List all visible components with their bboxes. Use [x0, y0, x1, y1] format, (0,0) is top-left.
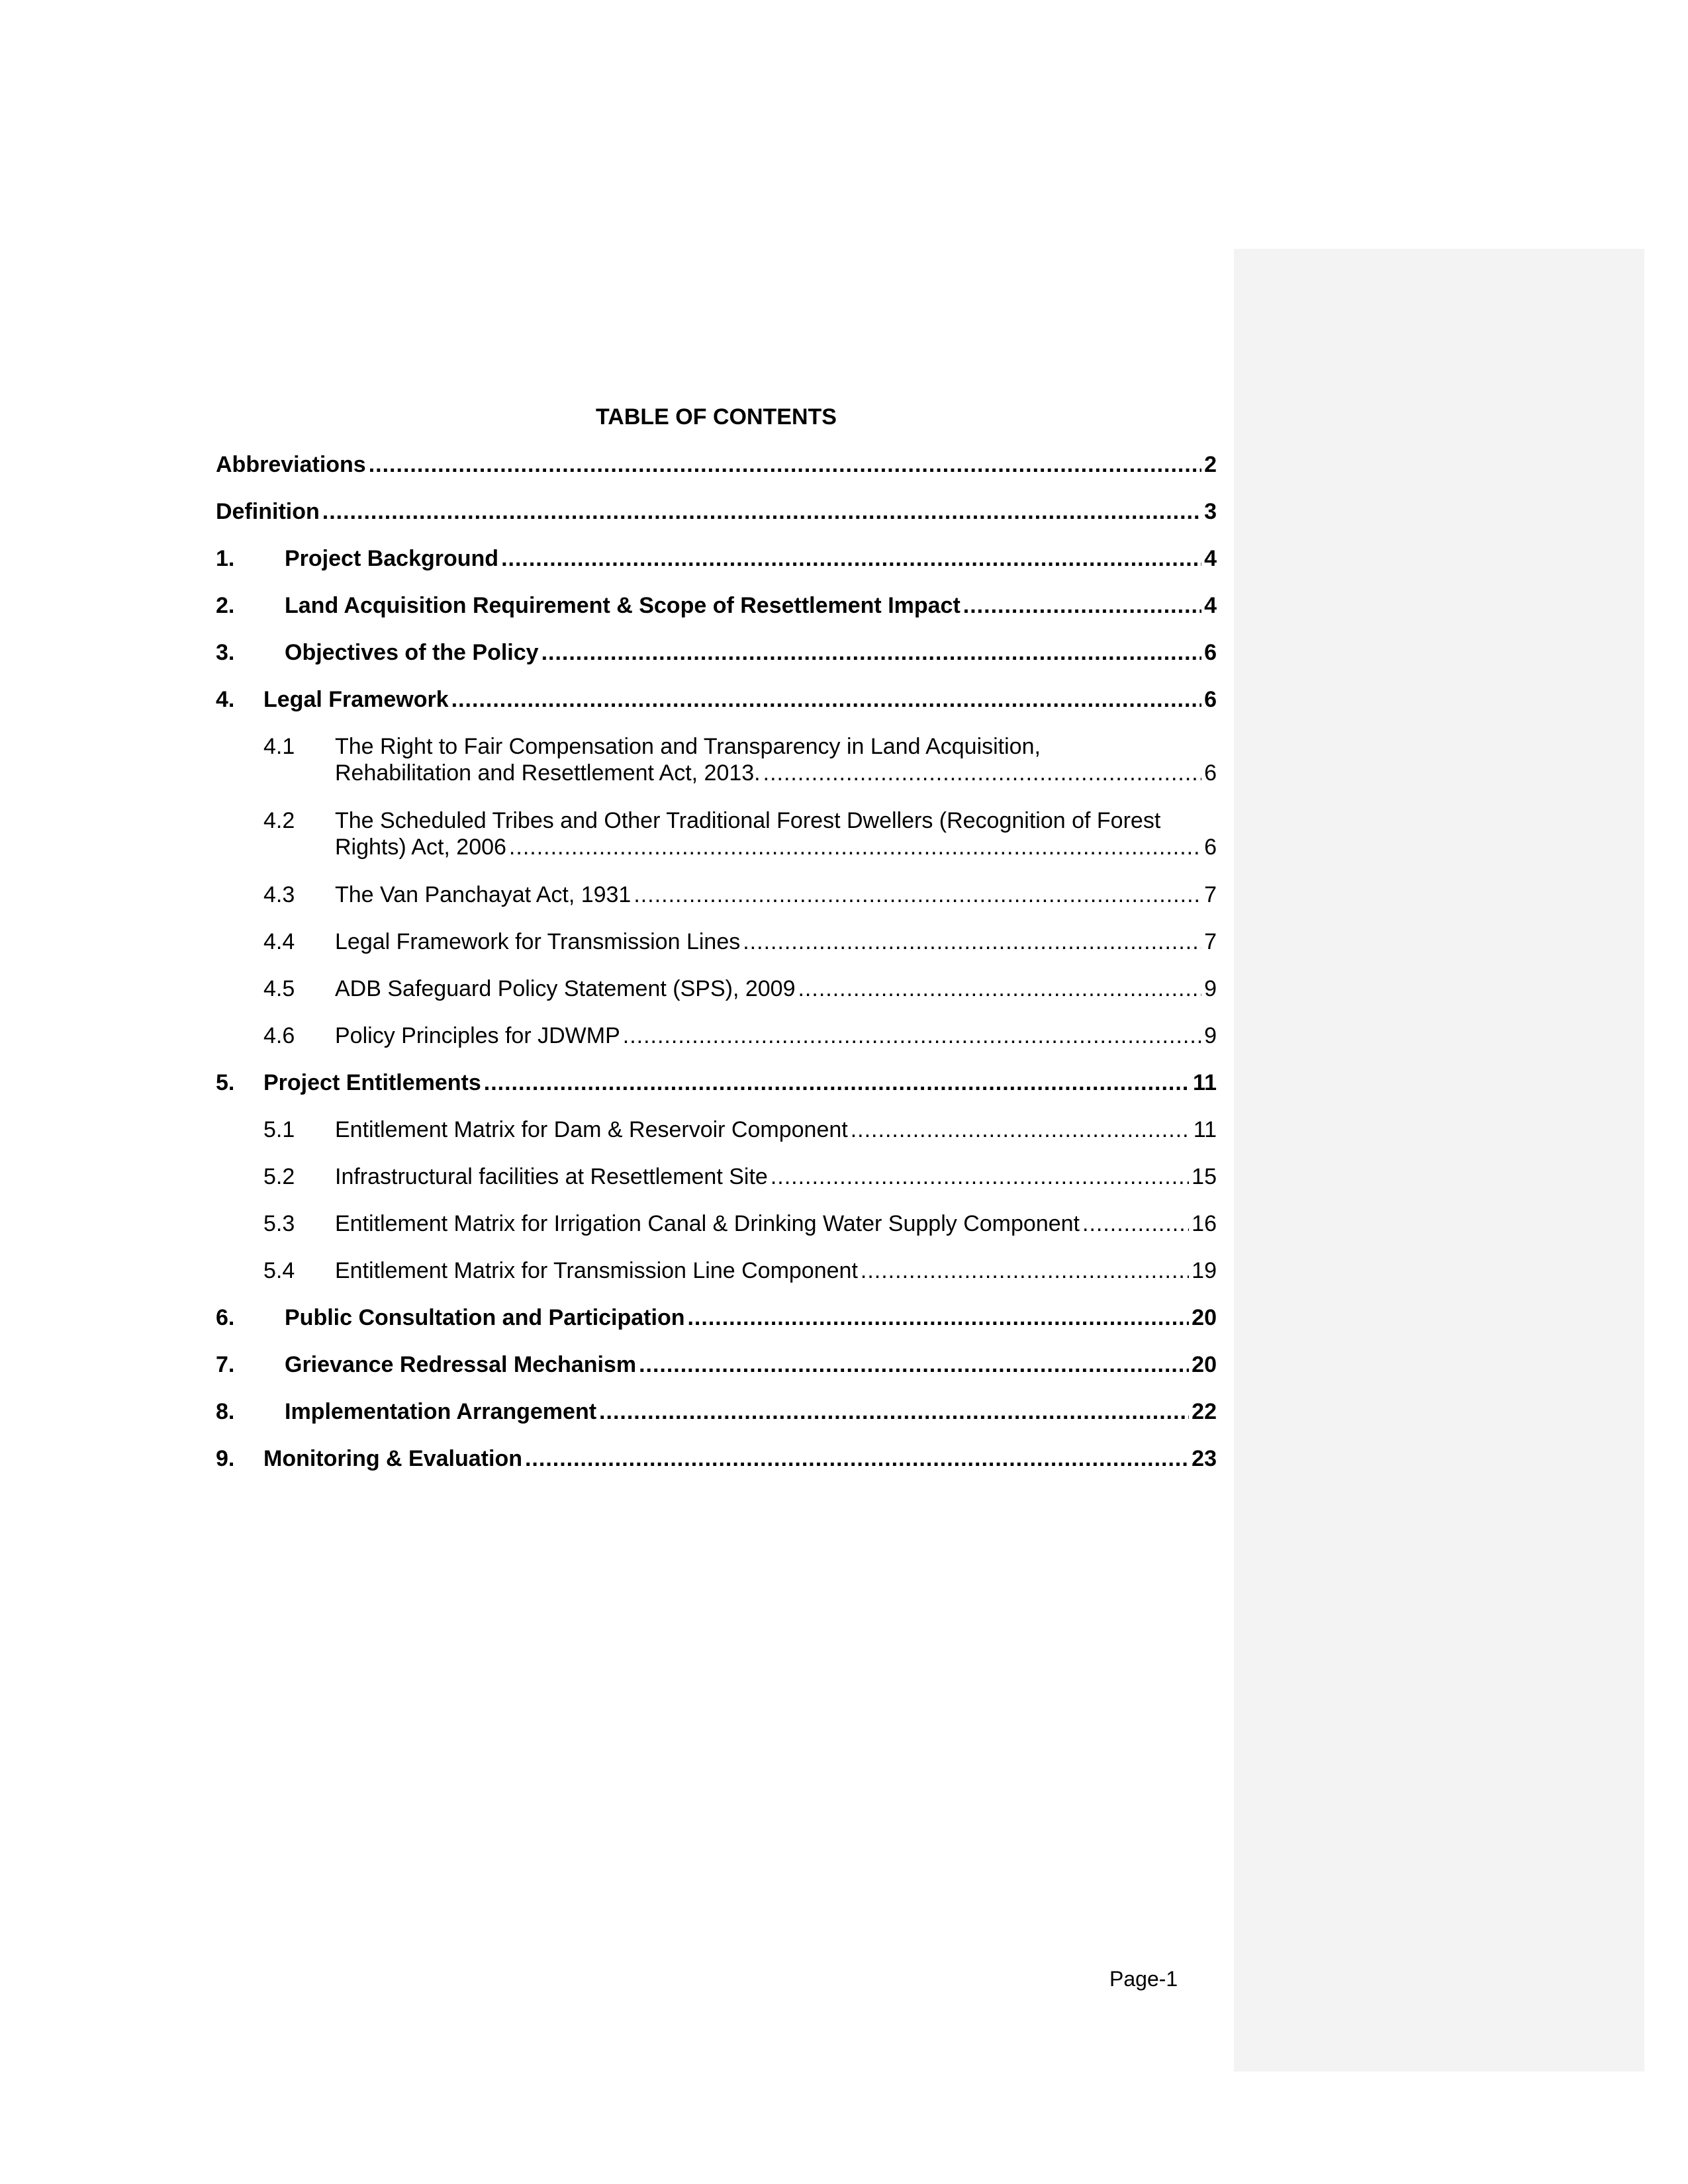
toc-entry-4-5[interactable] — [216, 976, 1217, 1002]
toc-entry-number: 5.4 — [263, 1258, 295, 1283]
toc-entry-number: 5.2 — [263, 1164, 295, 1189]
toc-entry-number: 3. — [216, 640, 235, 665]
toc-entry-label: Entitlement Matrix for Irrigation Canal & Drinking Water Supply Component — [335, 1211, 1080, 1236]
toc-entry-label: Public Consultation and Participation — [285, 1305, 685, 1330]
dot-leader — [763, 760, 1201, 786]
toc-entry-label: Abbreviations — [216, 452, 366, 477]
toc-entry-label: Policy Principles for JDWMP — [335, 1023, 620, 1048]
toc-entry-number: 1. — [216, 546, 235, 571]
toc-entry-number: 2. — [216, 593, 235, 618]
dot-leader — [623, 1023, 1201, 1049]
toc-entry-page: 6 — [1204, 640, 1217, 665]
dot-leader — [599, 1398, 1189, 1425]
dot-leader — [639, 1351, 1189, 1378]
toc-entry-5-4[interactable] — [216, 1257, 1217, 1284]
dot-leader — [509, 834, 1201, 860]
toc-entry-label: Objectives of the Policy — [285, 640, 539, 665]
toc-entry-number: 4.6 — [263, 1023, 295, 1048]
dot-leader — [541, 639, 1202, 666]
toc-entry-definition[interactable] — [216, 498, 1217, 525]
toc-entry-label: Definition — [216, 499, 320, 524]
toc-entry-number: 4.3 — [263, 882, 295, 907]
toc-entry-page: 20 — [1192, 1352, 1217, 1377]
toc-entry-label: Entitlement Matrix for Transmission Line Component — [335, 1258, 858, 1283]
dot-leader — [322, 498, 1201, 525]
toc-entry-page: 4 — [1204, 546, 1217, 571]
toc-entry-2[interactable] — [216, 592, 1217, 619]
toc-entry-label: Land Acquisition Requirement & Scope of Resettlement Impact — [285, 593, 961, 618]
toc-entry-label: The Van Panchayat Act, 1931 — [335, 882, 632, 907]
dot-leader — [798, 976, 1201, 1002]
toc-entry-3[interactable] — [216, 639, 1217, 666]
toc-entry-label: Rights) Act, 2006 — [335, 835, 506, 860]
toc-entry-5-2[interactable] — [216, 1163, 1217, 1190]
comment-markup-pane — [1234, 249, 1644, 2071]
dot-leader — [963, 592, 1201, 619]
toc-entry-5[interactable] — [216, 1069, 1217, 1096]
toc-entry-page: 9 — [1204, 976, 1217, 1001]
toc-entry-label: Project Entitlements — [263, 1070, 481, 1095]
toc-entry-page: 7 — [1204, 882, 1217, 907]
toc-entry-page: 11 — [1193, 1070, 1217, 1095]
toc-entry-number: 9. — [216, 1446, 235, 1471]
toc-entry-5-1[interactable] — [216, 1116, 1217, 1143]
toc-entry-4-1[interactable] — [216, 733, 1217, 786]
dot-leader — [451, 686, 1201, 713]
dot-leader — [484, 1069, 1190, 1096]
toc-entry-page: 23 — [1192, 1446, 1217, 1471]
dot-leader — [771, 1163, 1189, 1190]
dot-leader — [369, 451, 1201, 478]
toc-entry-label: Monitoring & Evaluation — [263, 1446, 522, 1471]
dot-leader — [633, 882, 1201, 908]
toc-entry-label: Entitlement Matrix for Dam & Reservoir Component — [335, 1117, 848, 1142]
dot-leader — [687, 1304, 1189, 1331]
toc-entry-label-line1: The Scheduled Tribes and Other Traditional Forest Dwellers (Recognition of Forest — [335, 808, 1161, 833]
dot-leader — [501, 545, 1201, 572]
toc-entry-label: Legal Framework — [263, 687, 449, 712]
toc-entry-label: Legal Framework for Transmission Lines — [335, 929, 741, 954]
toc-entry-page: 15 — [1192, 1164, 1217, 1189]
toc-entry-5-3[interactable] — [216, 1210, 1217, 1237]
toc-entry-9[interactable] — [216, 1445, 1217, 1472]
toc-entry-label: Project Background — [285, 546, 499, 571]
toc-entry-label: Grievance Redressal Mechanism — [285, 1352, 637, 1377]
toc-entry-number: 4. — [216, 687, 235, 712]
dot-leader — [851, 1116, 1191, 1143]
toc-entry-number: 4.2 — [263, 808, 295, 833]
toc-entry-number: 4.1 — [263, 734, 295, 759]
toc-entry-page: 4 — [1204, 593, 1217, 618]
toc-entry-page: 2 — [1204, 452, 1217, 477]
toc-entry-abbreviations[interactable] — [216, 451, 1217, 478]
toc-entry-number: 5.3 — [263, 1211, 295, 1236]
toc-entry-8[interactable] — [216, 1398, 1217, 1425]
toc-entry-page: 20 — [1192, 1305, 1217, 1330]
toc-entry-4-2[interactable] — [216, 807, 1217, 860]
toc-entry-number: 6. — [216, 1305, 235, 1330]
page-number: Page-1 — [1109, 1967, 1178, 1991]
toc-entry-number: 8. — [216, 1399, 235, 1424]
toc-entry-page: 6 — [1204, 760, 1217, 786]
toc-entry-number: 7. — [216, 1352, 235, 1377]
toc-entry-label-line1: The Right to Fair Compensation and Transparency in Land Acquisition, — [335, 734, 1041, 759]
toc-entry-4-4[interactable] — [216, 929, 1217, 955]
toc-entry-7[interactable] — [216, 1351, 1217, 1378]
toc-entry-1[interactable] — [216, 545, 1217, 572]
toc-entry-number: 4.4 — [263, 929, 295, 954]
toc-entry-label: Infrastructural facilities at Resettlement Site — [335, 1164, 768, 1189]
toc-title: TABLE OF CONTENTS — [596, 404, 837, 430]
toc-entry-page: 7 — [1204, 929, 1217, 954]
toc-entry-page: 16 — [1192, 1211, 1217, 1236]
toc-entry-label: Rehabilitation and Resettlement Act, 2013. — [335, 760, 761, 786]
toc-entry-number: 4.5 — [263, 976, 295, 1001]
toc-entry-page: 22 — [1192, 1399, 1217, 1424]
toc-entry-page: 19 — [1192, 1258, 1217, 1283]
toc-entry-4-3[interactable] — [216, 882, 1217, 908]
toc-entry-page: 3 — [1204, 499, 1217, 524]
toc-entry-page: 6 — [1204, 687, 1217, 712]
toc-entry-6[interactable] — [216, 1304, 1217, 1331]
toc-entry-label: ADB Safeguard Policy Statement (SPS), 2009 — [335, 976, 796, 1001]
toc-entry-number: 5. — [216, 1070, 235, 1095]
toc-entry-number: 5.1 — [263, 1117, 295, 1142]
toc-entry-page: 6 — [1204, 835, 1217, 860]
dot-leader — [525, 1445, 1189, 1472]
toc-entry-4[interactable] — [216, 686, 1217, 713]
dot-leader — [743, 929, 1201, 955]
toc-entry-page: 11 — [1193, 1117, 1217, 1142]
toc-entry-label: Implementation Arrangement — [285, 1399, 597, 1424]
toc-entry-4-6[interactable] — [216, 1023, 1217, 1049]
dot-leader — [1082, 1210, 1189, 1237]
toc-entry-page: 9 — [1204, 1023, 1217, 1048]
dot-leader — [861, 1257, 1189, 1284]
